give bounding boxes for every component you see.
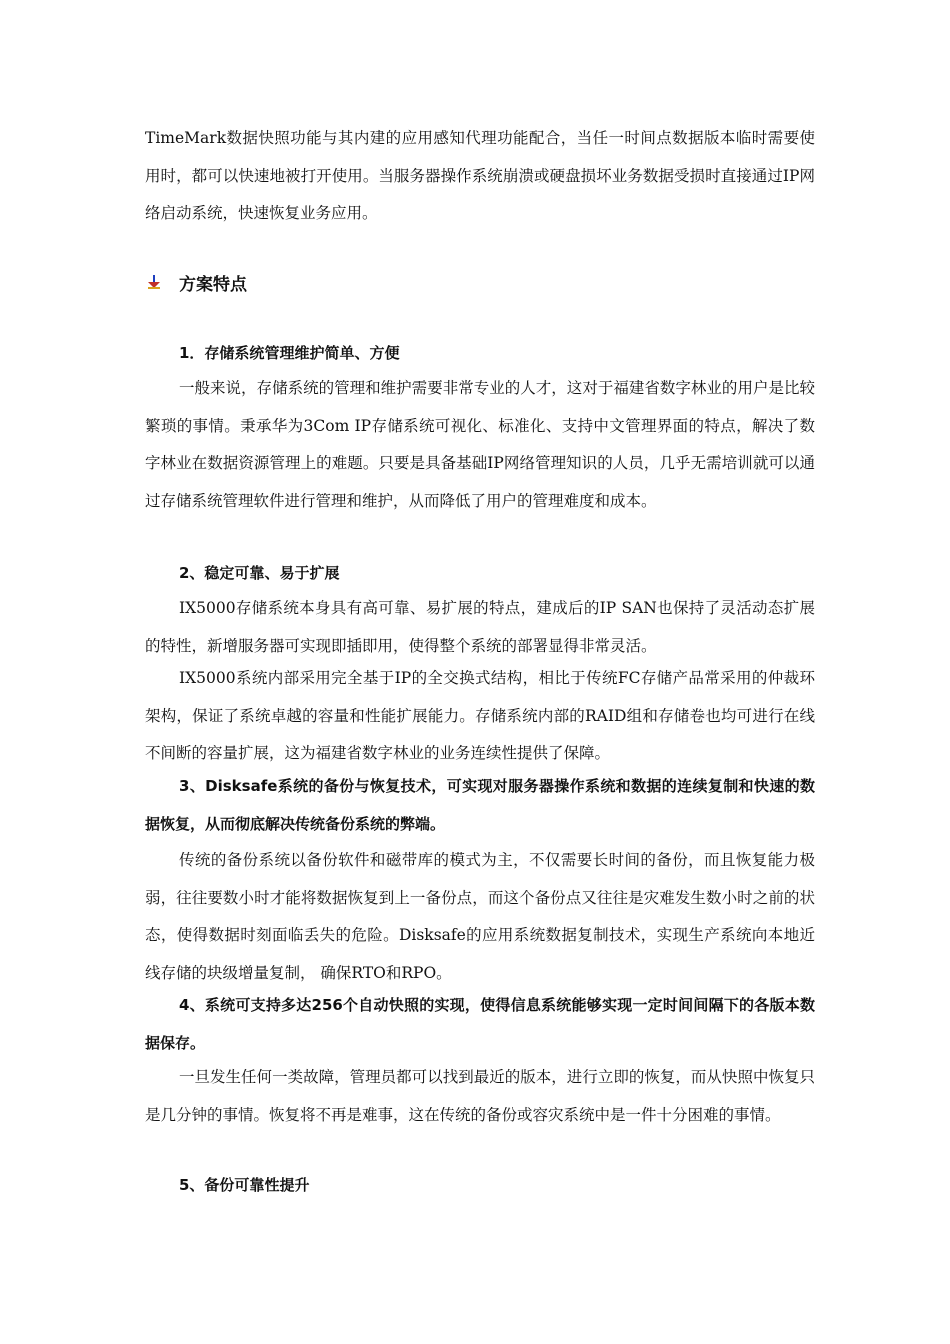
item-1-paragraph-1: 一般来说，存储系统的管理和维护需要非常专业的人才，这对于福建省数字林业的用户是比较繁琐的事情。秉承华为3Com IP存储系统可视化、标准化、支持中文管理界面的特点，解决了数字林业在数据资源管理上的难题。只要是具备基础IP网络管理知识的人员，几乎无需培训就可以通过存储系统管理软件进行管理和维护，从而降低了用户的管理难度和成本。 [145,379,815,510]
section-title: 方案特点 [179,274,247,295]
item-3-paragraph-1: 传统的备份系统以备份软件和磁带库的模式为主，不仅需要长时间的备份，而且恢复能力极弱，往往要数小时才能将数据恢复到上一备份点，而这个备份点又往往是灾难发生数小时之前的状态，使得数据时刻面临丢失的危险。Disksafe的应用系统数据复制技术，实现生产系统向本地近线存储的块级增量复制， 确保RTO和RPO。 [145,851,815,982]
item-2-paragraph-2: IX5000系统内部采用完全基于IP的全交换式结构，相比于传统FC存储产品常采用的仲裁环架构，保证了系统卓越的容量和性能扩展能力。存储系统内部的RAID组和存储卷也均可进行在线不间断的容量扩展，这为福建省数字林业的业务连续性提供了保障。 [145,669,815,762]
item-3-heading: 3、Disksafe系统的备份与恢复技术，可实现对服务器操作系统和数据的连续复制和快速的数据恢复，从而彻底解决传统备份系统的弊端。 [145,777,815,833]
section-heading [145,266,247,298]
item-4-heading: 4、系统可支持多达256个自动快照的实现，使得信息系统能够实现一定时间间隔下的各版本数据保存。 [145,996,815,1052]
bullet-arrow-icon [145,273,163,291]
intro-paragraph: TimeMark数据快照功能与其内建的应用感知代理功能配合，当任一时间点数据版本临时需要使用时，都可以快速地被打开使用。当服务器操作系统崩溃或硬盘损坏业务数据受损时直接通过IP网络启动系统，快速恢复业务应用。 [145,129,815,222]
item-1-heading: 1．存储系统管理维护简单、方便 [179,344,400,362]
item-2-paragraph-1: IX5000存储系统本身具有高可靠、易扩展的特点，建成后的IP SAN也保持了灵活动态扩展的特性，新增服务器可实现即插即用，使得整个系统的部署显得非常灵活。 [145,599,815,655]
item-4-paragraph-1: 一旦发生任何一类故障，管理员都可以找到最近的版本，进行立即的恢复，而从快照中恢复只是几分钟的事情。恢复将不再是难事，这在传统的备份或容灾系统中是一件十分困难的事情。 [145,1068,815,1124]
item-5-heading: 5、备份可靠性提升 [179,1176,310,1194]
item-2-heading: 2、稳定可靠、易于扩展 [179,564,340,582]
